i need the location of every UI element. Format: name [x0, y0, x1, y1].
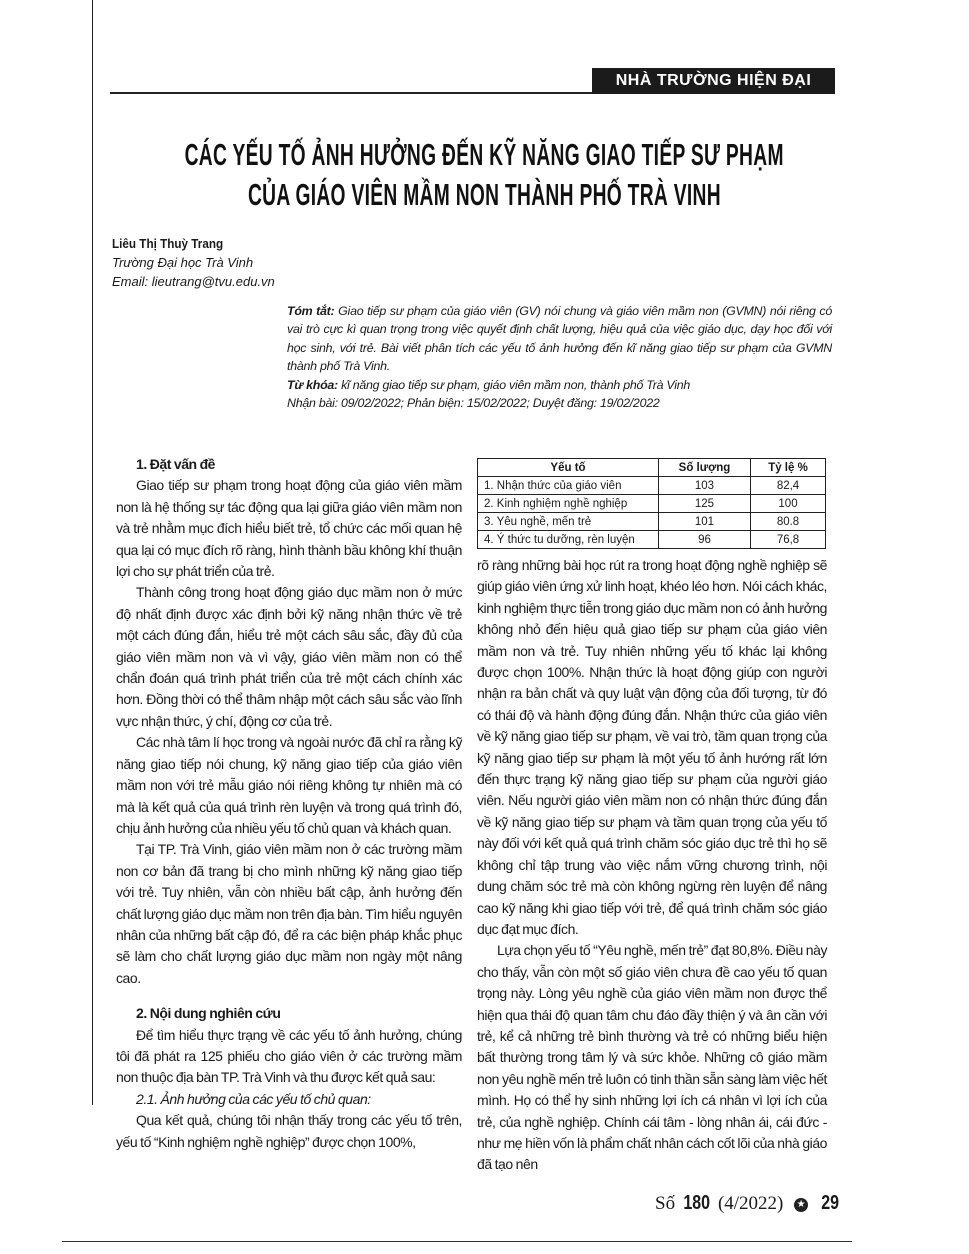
table-header-row — [478, 459, 826, 477]
paragraph: Qua kết quả, chúng tôi nhận thấy trong các yếu tố trên, yếu tố “Kinh nghiệm nghề nghiệp” được chọn 100%, — [116, 1112, 462, 1150]
cell-percent: 80.8 — [751, 513, 826, 531]
page-number: 29 — [821, 1192, 839, 1214]
article-body — [116, 454, 827, 1176]
column-header: Số lượng — [658, 459, 750, 477]
left-column — [116, 454, 462, 1153]
factors-table — [477, 458, 826, 549]
issue-number: 180 — [683, 1192, 710, 1214]
title-text: CỦA GIÁO VIÊN MẦM NON THÀNH PHỐ TRÀ VINH — [248, 177, 721, 212]
issue-prefix: Số — [655, 1193, 676, 1214]
abstract — [287, 302, 832, 412]
table-row — [478, 477, 826, 495]
subsection-heading: 2.1. Ảnh hưởng của các yếu tố chủ quan: — [136, 1090, 371, 1107]
keywords-text: kĩ năng giao tiếp sư phạm, giáo viên mầm non, thành phố Trà Vinh — [341, 377, 690, 392]
cell-percent: 82,4 — [751, 477, 826, 495]
author-email: Email: lieutrang@tvu.edu.vn — [112, 274, 275, 289]
title-text: CÁC YẾU TỐ ẢNH HƯỞNG ĐẾN KỸ NĂNG GIAO TIẾP SƯ PHẠM — [184, 137, 785, 172]
paragraph: Để tìm hiểu thực trạng về các yếu tố ảnh hưởng, chúng tôi đã phát ra 125 phiếu cho giáo viên ở các trường mầm non thuộc địa bàn TP. Trà Vinh và thu được kết quả sau: — [116, 1026, 462, 1086]
issue-date: (4/2022) — [717, 1193, 784, 1214]
cell-factor: 4. Ý thức tu dưỡng, rèn luyện — [478, 531, 659, 549]
table-row — [478, 513, 826, 531]
article-title-line-2 — [0, 176, 969, 214]
author-block — [112, 234, 275, 291]
cell-percent: 100 — [751, 495, 826, 513]
article-title-line-1 — [0, 136, 969, 174]
paragraph: Giao tiếp sư phạm trong hoạt động của giáo viên mầm non là hệ thống sự tác động qua lại giữa giáo viên mầm non và trẻ nhằm mục đích hiểu biết trẻ, tổ chức các mối quan hệ qua lại có mục đích rõ ràng, hình thành bầu không khí thuận lợi cho sự phát triển của trẻ. — [116, 477, 462, 580]
table-row — [478, 531, 826, 549]
column-header: Tỷ lệ % — [751, 459, 826, 477]
cell-count: 96 — [658, 531, 750, 549]
cell-factor: 1. Nhận thức của giáo viên — [478, 477, 659, 495]
header-rule — [110, 92, 592, 94]
cell-count: 101 — [658, 513, 750, 531]
abstract-dates: Nhận bài: 09/02/2022; Phản biện: 15/02/2022; Duyệt đăng: 19/02/2022 — [287, 396, 660, 411]
column-header: Yếu tố — [478, 459, 659, 477]
right-column — [477, 454, 827, 1176]
star-icon: ★ — [794, 1198, 808, 1212]
page-footer — [655, 1190, 969, 1217]
abstract-summary — [287, 302, 832, 376]
summary-text: Giao tiếp sư phạm của giáo viên (GV) nói chung và giáo viên mầm non (GVMN) nói riêng có vai trò cực kì quan trọng trong việc quyết định chất lượng, hiệu quả của việc giáo dục, dạy học đối với học sinh, với trẻ. Bài viết phân tích các yếu tố ảnh hưởng đến kĩ năng giao tiếp sư phạm của GVMN thành phố Trà Vinh. — [287, 304, 832, 374]
footer-rule — [62, 1241, 852, 1242]
section-heading-2: 2. Nội dung nghiên cứu — [136, 1005, 281, 1022]
summary-label: Tóm tắt: — [287, 304, 335, 318]
section-label: NHÀ TRƯỜNG HIỆN ĐẠI — [592, 68, 835, 94]
paragraph: Thành công trong hoạt động giáo dục mầm non ở mức độ nhất định được xác định bởi kỹ năng nhận thức về trẻ một cách đúng đắn, hiểu trẻ một cách sâu sắc, đầy đủ của giáo viên mầm non và vì vậy, giáo viên mầm non có thể chẩn đoán quá trình phát triển của trẻ một cách chính xác hơn. Đồng thời có thể thâm nhập một cách sâu sắc vào lĩnh vực nhận thức, ý chí, động cơ của trẻ. — [116, 584, 462, 729]
cell-count: 125 — [658, 495, 750, 513]
author-name: Liêu Thị Thuỳ Trang — [112, 236, 224, 251]
keywords-label: Từ khóa: — [287, 377, 338, 392]
paragraph: Lựa chọn yếu tố “Yêu nghề, mến trẻ” đạt 80,8%. Điều này cho thấy, vẫn còn một số giáo viên chưa đề cao yếu tố quan trọng này. Lòng yêu nghề của giáo viên mầm non được thể hiện qua thái độ quan tâm chu đáo đầy thiện ý và ân cần với trẻ, kể cả những trẻ bình thường và trẻ có những biểu hiện bất thường trong tâm lý và sức khỏe. Những cô giáo mầm non yêu nghề mến trẻ luôn có tinh thần sẵn sàng làm việc hết mình. Họ có thể hy sinh những lợi ích cá nhân vì lợi ích của trẻ, của nghề nghiệp. Chính cái tâm - lòng nhân ái, cái đức - như mẹ hiền vốn là phẩm chất nhân cách cốt lõi của nhà giáo đã tạo nên — [477, 942, 827, 1173]
cell-factor: 3. Yêu nghề, mến trẻ — [478, 513, 659, 531]
paragraph: rõ ràng những bài học rút ra trong hoạt động nghề nghiệp sẽ giúp giáo viên ứng xử linh hoạt, khéo léo hơn. Nói cách khác, kinh nghiệm thực tiễn trong giáo dục mầm non có ảnh hưởng không nhỏ đến hiệu quả giao tiếp sư phạm của giáo viên mầm non và trẻ. Tuy nhiên những yếu tố khác lại không được chọn 100%. Nhận thức là hoạt động giúp con người nhận ra bản chất và quy luật vận động của đối tượng, từ đó có thái độ và hành động đúng đắn. Nhận thức của giáo viên về kỹ năng giao tiếp sư phạm, về vai trò, tầm quan trọng của kỹ năng giao tiếp sư phạm là một yếu tố ảnh hướng rất lớn đến thực trạng kỹ năng giao tiếp sư phạm của người giáo viên. Nếu người giáo viên mầm non có nhận thức đúng đắn về kỹ năng giao tiếp sư phạm và tầm quan trọng của yếu tố này đối với kết quả quá trình chăm sóc giáo dục trẻ thì họ sẽ không chỉ tập trung vào việc nắm vững chương trình, nội dung chăm sóc trẻ mà còn không ngừng rèn luyện để nâng cao kỹ năng khi giao tiếp với trẻ, để quá trình chăm sóc giáo dục đạt mục đích. — [477, 557, 827, 937]
paragraph: Tại TP. Trà Vinh, giáo viên mầm non ở các trường mầm non cơ bản đã trang bị cho mình những kỹ năng giao tiếp với trẻ. Tuy nhiên, vẫn còn nhiều bất cập, ảnh hưởng đến chất lượng giáo dục mầm non trên địa bàn. Tìm hiểu nguyên nhân của những bất cập đó, để ra các biện pháp khắc phục sẽ làm cho chất lượng giáo dục mầm non ngày một nâng cao. — [116, 841, 462, 986]
cell-count: 103 — [658, 477, 750, 495]
paragraph: Các nhà tâm lí học trong và ngoài nước đã chỉ ra rằng kỹ năng giao tiếp nói chung, kỹ năng giao tiếp của giáo viên mầm non với trẻ mẫu giáo nói riêng không tự nhiên mà có mà là kết quả của quá trình rèn luyện và trong quá trình đó, chịu ảnh hưởng của nhiều yếu tố chủ quan và khách quan. — [116, 734, 462, 836]
section-heading-1: 1. Đặt vấn đề — [136, 456, 216, 472]
cell-percent: 76,8 — [751, 531, 826, 549]
page-footer-area — [0, 1190, 969, 1242]
author-affiliation: Trường Đại học Trà Vinh — [112, 255, 254, 270]
abstract-keywords — [287, 376, 832, 394]
table-row — [478, 495, 826, 513]
cell-factor: 2. Kinh nghiệm nghề nghiệp — [478, 495, 659, 513]
